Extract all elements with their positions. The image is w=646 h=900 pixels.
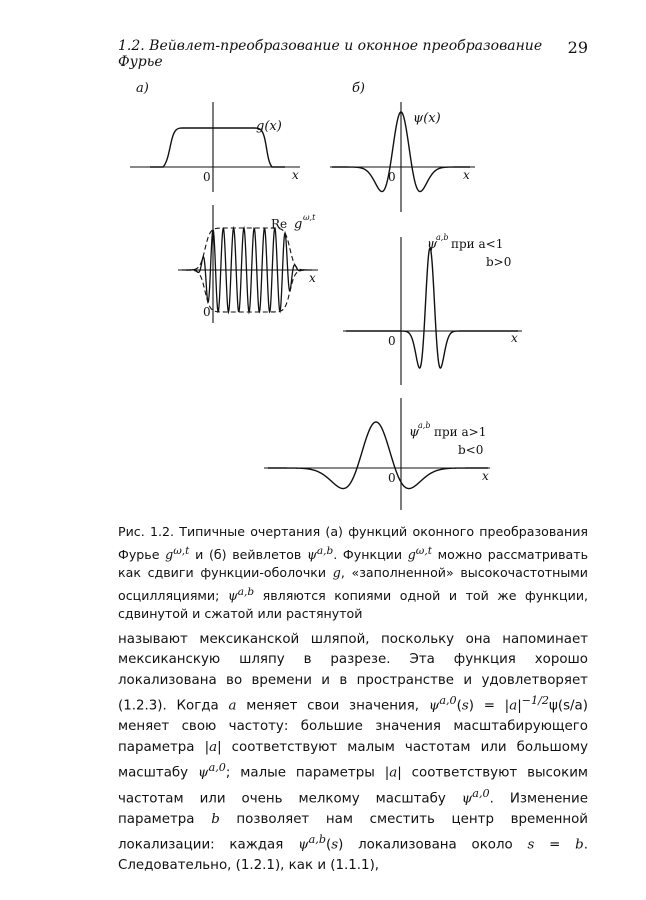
origin-label: 0 bbox=[388, 334, 396, 348]
origin-label: 0 bbox=[203, 305, 211, 319]
origin-label: 0 bbox=[388, 170, 396, 184]
panel-a-label: а) bbox=[136, 81, 149, 96]
body-paragraph: называют мексиканской шляпой, поскольку она напоминает мексиканскую шляпу в разрезе. Эта функция хорошо локализована во времени и в пространстве и удовлетворяет (1.2.3). Когда a меняет свои значения, $\psi^{a,0}(s) = |a|^{-1/2}\psi(s/a)$ меняет свою частоту: большие значения масштабирующего параметра |a| соответствуют малым частотам или большому масштабу $\psi^{a,0}$; малые параметры |a| соответствуют высоким частотам или очень мелкому масштабу $\psi^{a,0}$. Изменение параметра b позволяет нам сместить центр временной локализации: каждая $\psi^{a,b}(s)$ локализована около s = b. Следовательно, (1.2.1), как и (1.1.1), bbox=[118, 632, 589, 873]
body-text bbox=[118, 630, 588, 876]
g-label: g(x) bbox=[256, 119, 282, 134]
psi-ab-sup: a,b bbox=[418, 421, 431, 430]
x-axis-label: x bbox=[511, 331, 518, 345]
plot-re-g bbox=[178, 205, 318, 323]
plot-window-g bbox=[130, 102, 300, 192]
figure-caption bbox=[118, 523, 588, 624]
caption-text: Рис. 1.2. Типичные очертания (а) функций оконного преобразования Фурье $g^{\omega,t}$ и (б) вейвлетов $\psi^{a,b}$. Функции $g^{\omega,t}$ можно рассматривать как сдвиги функции-оболочки g, «заполненной» высокочастотными осцилляциями; $\psi^{a,b}$ являются копиями одной и той же функции, сдвинутой и сжатой или растянутой bbox=[118, 524, 589, 622]
condition-b-lt-0: b<0 bbox=[458, 443, 484, 457]
re-prefix: Re bbox=[271, 217, 288, 231]
re-func: g bbox=[294, 217, 303, 232]
running-title: 1.2. Вейвлет-преобразование и оконное преобразование Фурье bbox=[118, 38, 543, 70]
panel-b-label: б) bbox=[352, 81, 366, 96]
origin-label: 0 bbox=[203, 170, 211, 184]
plot-psi-compressed bbox=[343, 233, 522, 385]
condition-a-gt-1: при a>1 bbox=[434, 425, 487, 439]
plot-psi-stretched bbox=[264, 398, 490, 510]
plot-psi bbox=[330, 102, 475, 212]
condition-a-lt-1: при a<1 bbox=[451, 237, 504, 251]
psi-ab-sup: a,b bbox=[436, 233, 449, 242]
re-sup: ω,t bbox=[303, 213, 316, 222]
origin-label: 0 bbox=[388, 471, 396, 485]
x-axis-label: x bbox=[482, 469, 489, 483]
condition-b-gt-0: b>0 bbox=[486, 255, 512, 269]
psi-ab-symbol: ψ bbox=[427, 237, 438, 252]
psi-ab-symbol: ψ bbox=[409, 425, 420, 440]
x-axis-label: x bbox=[309, 271, 316, 285]
page-number: 29 bbox=[567, 38, 588, 57]
x-axis-label: x bbox=[292, 168, 299, 182]
x-axis-label: x bbox=[463, 168, 470, 182]
psi-label: ψ(x) bbox=[413, 111, 441, 126]
